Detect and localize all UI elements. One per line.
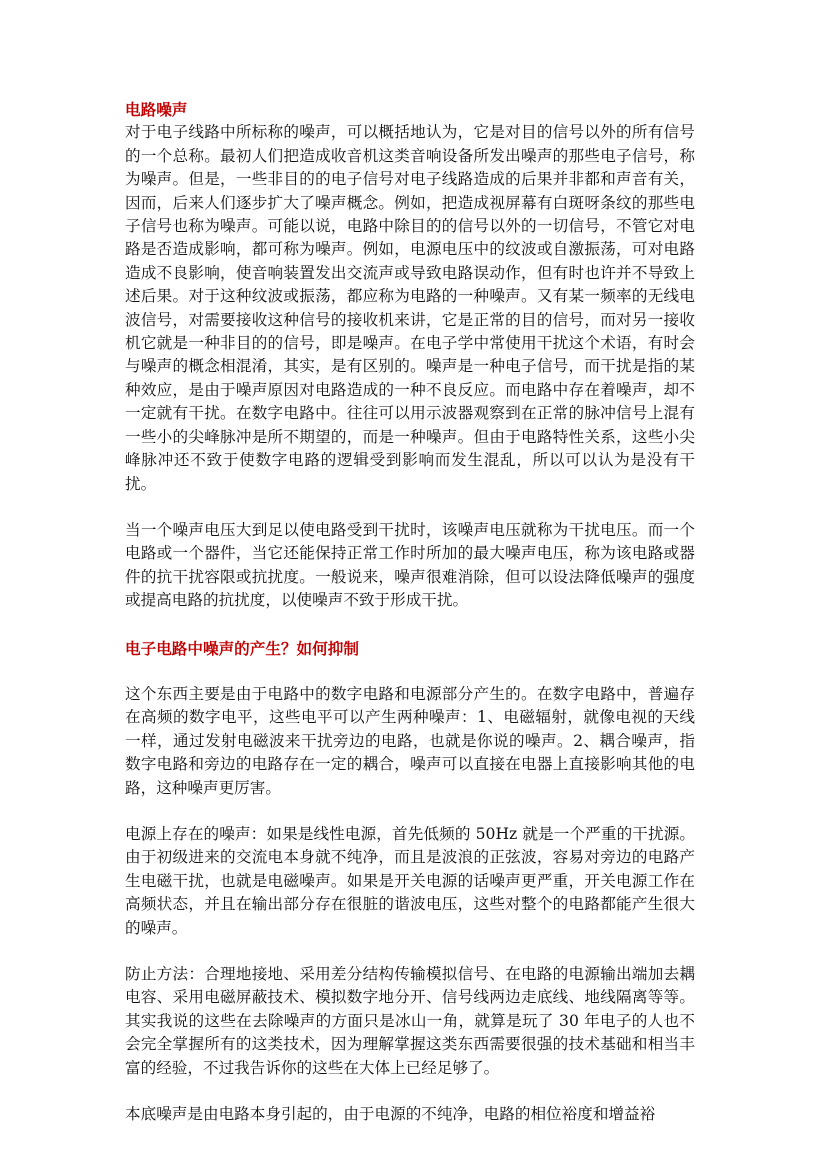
- paragraph-noise-definition: 对于电子线路中所标称的噪声，可以概括地认为，它是对目的信号以外的所有信号的一个总称。最初人们把造成收音机这类音响设备所发出噪声的那些电子信号，称为噪声。但是，一些非目的的电子信号对电子线路造成的后果并非都和声音有关，因而，后来人们逐步扩大了噪声概念。例如，把造成视屏幕有白斑呀条纹的那些电子信号也称为噪声。可能以说，电路中除目的的信号以外的一切信号，不管它对电路是否造成影响，都可称为噪声。例如，电源电压中的纹波或自激振荡，可对电路造成不良影响，使音响装置发出交流声或导致电路误动作，但有时也许并不导致上述后果。对于这种纹波或振荡，都应称为电路的一种噪声。又有某一频率的无线电波信号，对需要接收这种信号的接收机来讲，它是正常的目的信号，而对另一接收机它就是一种非目的的信号，即是噪声。在电子学中常使用干扰这个术语，有时会与噪声的概念相混淆，其实，是有区别的。噪声是一种电子信号，而干扰是指的某种效应，是由于噪声原因对电路造成的一种不良反应。而电路中存在着噪声，却不一定就有干扰。在数字电路中。往往可以用示波器观察到在正常的脉冲信号上混有一些小的尖峰脉冲是所不期望的，而是一种噪声。但由于电路特性关系，这些小尖峰脉冲还不致于使数字电路的逻辑受到影响而发生混乱，所以可以认为是没有干扰。: [125, 123, 695, 493]
- paragraph-interference-voltage: 当一个噪声电压大到足以使电路受到干扰时，该噪声电压就称为干扰电压。而一个电路或一个器件，当它还能保持正常工作时所加的最大噪声电压，称为该电路或器件的抗干扰容限或抗扰度。一般说来，噪声很难消除，但可以设法降低噪声的强度或提高电路的抗扰度，以使噪声不致于形成干扰。: [125, 520, 695, 610]
- paragraph-digital-noise: 这个东西主要是由于电路中的数字电路和电源部分产生的。在数字电路中，普遍存在高频的数字电平，这些电平可以产生两种噪声：1、电磁辐射，就像电视的天线一样，通过发射电磁波来干扰旁边的电路，也就是你说的噪声。2、耦合噪声，指数字电路和旁边的电路存在一定的耦合，噪声可以直接在电器上直接影响其他的电路，这种噪声更厉害。: [125, 684, 695, 797]
- paragraph-background-noise: 本底噪声是由电路本身引起的，由于电源的不纯净，电路的相位裕度和增益裕: [125, 1105, 656, 1124]
- document-body: [125, 98, 695, 1149]
- paragraph-power-noise: 电源上存在的噪声：如果是线性电源，首先低频的 50Hz 就是一个严重的干扰源。由于初级进来的交流电本身就不纯净，而且是波浪的正弦波，容易对旁边的电路产生电磁干扰，也就是电磁噪声。如果是开关电源的话噪声更严重，开关电源工作在高频状态，并且在输出部分存在很脏的谐波电压，这些对整个的电路都能产生很大的噪声。: [125, 824, 695, 937]
- paragraph-prevention: 防止方法：合理地接地、采用差分结构传输模拟信号、在电路的电源输出端加去耦电容、采用电磁屏蔽技术、模拟数字地分开、信号线两边走底线、地线隔离等等。其实我说的这些在去除噪声的方面只是冰山一角，就算是玩了 30 年电子的人也不会完全掌握所有的这类技术，因为理解掌握这类东西需要很强的技术基础和相当丰富的经验，不过我告诉你的这些在大体上已经足够了。: [125, 965, 695, 1077]
- section-heading-noise-origin: 电子电路中噪声的产生？如何抑制: [125, 638, 359, 658]
- section-heading-circuit-noise: 电路噪声: [125, 100, 188, 119]
